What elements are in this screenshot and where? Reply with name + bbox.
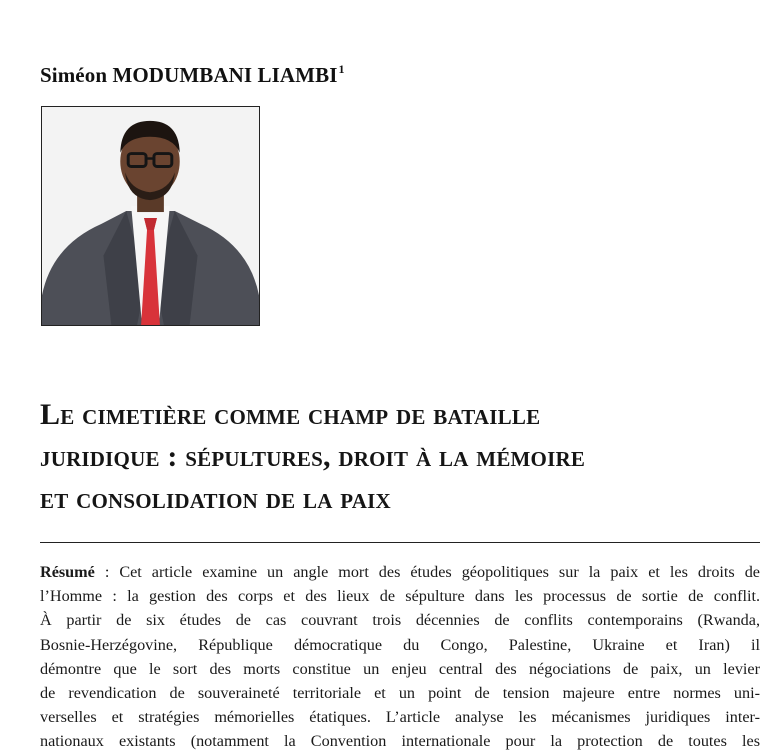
author-name	[40, 62, 345, 88]
abstract-line-6: de revendication de souveraineté territoriale et un point de tension majeure entre normes uni-	[40, 683, 760, 702]
article-title-line-1: Le cimetière comme champ de bataille	[40, 398, 541, 431]
abstract-line-8: nationaux existants (notamment la Convention internationale pour la protection de toutes les	[40, 732, 760, 751]
abstract-line-1	[40, 560, 760, 584]
article-title	[40, 394, 740, 520]
section-divider	[40, 542, 760, 543]
abstract-line-1-text: : Cet article examine un angle mort des études géopolitiques sur la paix et les droits de	[94, 563, 760, 581]
article-title-line-3: et consolidation de la paix	[40, 482, 391, 515]
author-photo	[41, 106, 260, 326]
abstract-line-4: Bosnie-Herzégovine, République démocratique du Congo, Palestine, Ukraine et Iran) il	[40, 635, 760, 654]
author-portrait-illustration	[42, 107, 259, 325]
abstract-line-7: verselles et stratégies mémorielles étatiques. L’article analyse les mécanismes juridiques inter-	[40, 708, 760, 727]
abstract-line-3: À partir de six études de cas couvrant trois décennies de conflits contemporains (Rwanda,	[40, 611, 760, 630]
abstract-line-5: démontre que le sort des morts constitue un enjeu central des négociations de paix, un levier	[40, 659, 760, 678]
abstract-paragraph	[40, 560, 760, 754]
article-title-line-2: juridique : sépultures, droit à la mémoire	[40, 440, 586, 473]
author-footnote-marker[interactable]: 1	[338, 62, 345, 76]
abstract-label: Résumé	[40, 563, 95, 581]
author-name-text: Siméon MODUMBANI LIAMBI	[40, 63, 338, 87]
abstract-line-2: l’Homme : la gestion des corps et des lieux de sépulture dans les processus de sortie de conflit.	[40, 587, 760, 606]
